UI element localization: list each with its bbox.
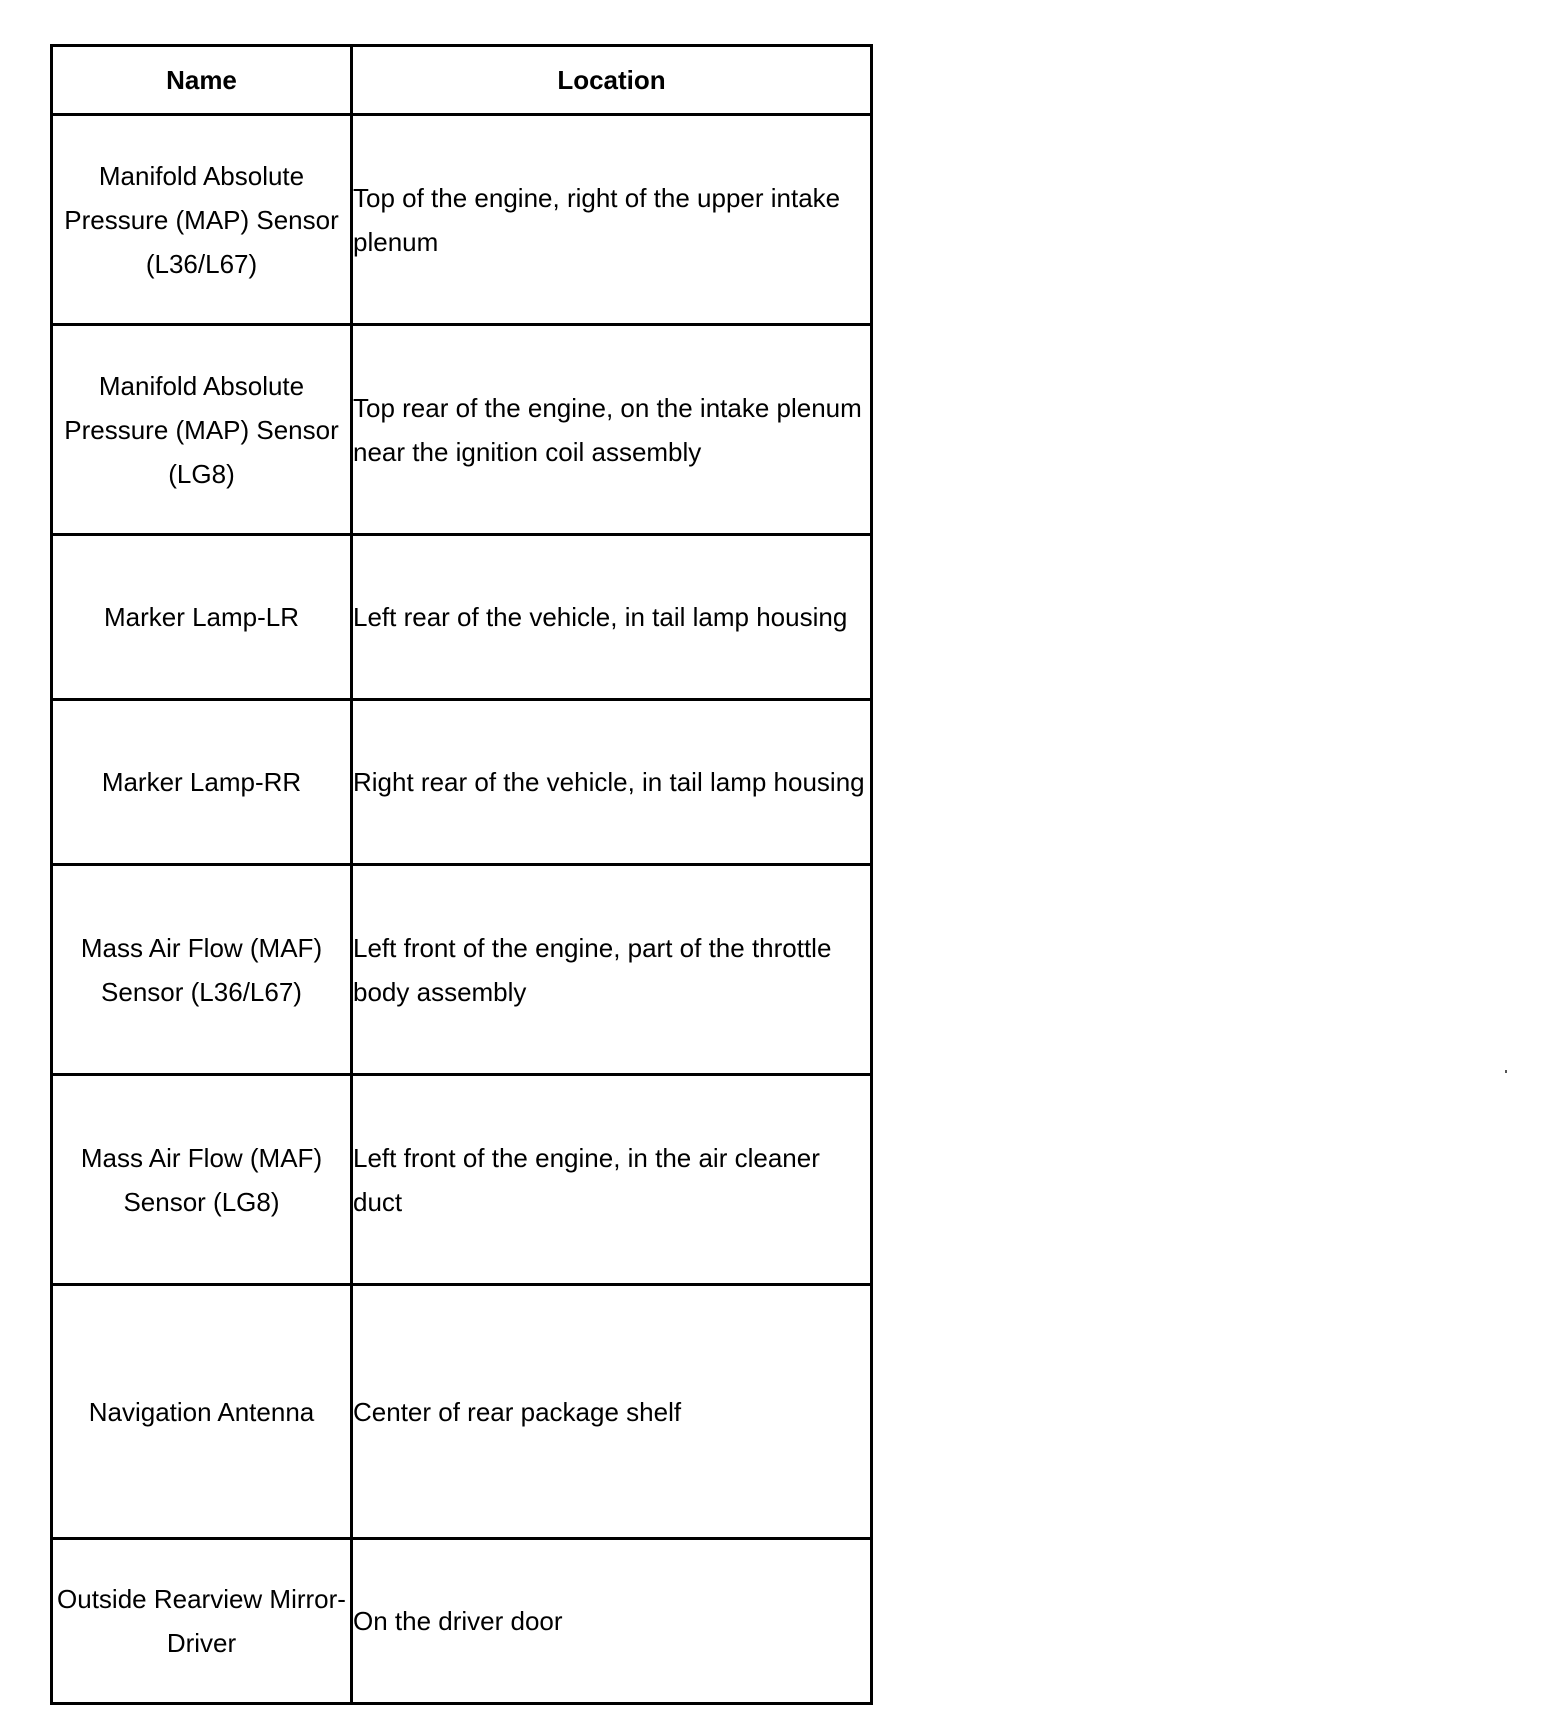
row-location-text: On the driver door	[353, 1606, 563, 1636]
row-name-cell	[52, 325, 352, 535]
row-location-cell	[352, 1075, 872, 1285]
table-row	[52, 1075, 872, 1285]
table-row	[52, 535, 872, 700]
row-location-text: Top of the engine, right of the upper intake plenum	[353, 182, 841, 257]
row-location-text: Right rear of the vehicle, in tail lamp housing	[353, 767, 865, 797]
row-name-text: Navigation Antenna	[88, 1396, 315, 1427]
row-name-text: Mass Air Flow (MAF) Sensor (LG8)	[80, 1142, 323, 1217]
row-name-text: Marker Lamp-RR	[101, 767, 302, 797]
row-name-text: Mass Air Flow (MAF) Sensor (L36/L67)	[80, 932, 323, 1007]
row-name-cell	[52, 700, 352, 865]
row-location-cell	[352, 325, 872, 535]
row-location-cell	[352, 1539, 872, 1704]
row-name-text: Manifold Absolute Pressure (MAP) Sensor (L36/L67)	[64, 160, 339, 279]
row-location-cell	[352, 115, 872, 325]
row-location-cell	[352, 1285, 872, 1539]
table-row	[52, 1285, 872, 1539]
row-location-text: Top rear of the engine, on the intake plenum near the ignition coil assembly	[353, 392, 862, 467]
row-name-cell	[52, 1075, 352, 1285]
row-name-text: Marker Lamp-LR	[103, 602, 300, 632]
row-name-cell	[52, 115, 352, 325]
row-location-cell	[352, 535, 872, 700]
row-name-cell	[52, 865, 352, 1075]
row-name-text: Outside Rearview Mirror-Driver	[57, 1584, 346, 1658]
table-row	[52, 865, 872, 1075]
row-location-text: Left front of the engine, part of the throttle body assembly	[353, 932, 832, 1007]
row-location-text: Left front of the engine, in the air cleaner duct	[353, 1142, 820, 1217]
scan-speck	[1505, 1070, 1507, 1073]
table-row	[52, 115, 872, 325]
column-header-name: Name	[52, 46, 352, 115]
column-header-location: Location	[352, 46, 872, 115]
row-name-cell	[52, 1285, 352, 1539]
table-row	[52, 700, 872, 865]
row-name-text: Manifold Absolute Pressure (MAP) Sensor (LG8)	[64, 370, 339, 489]
row-name-cell	[52, 1539, 352, 1704]
component-location-table	[50, 44, 873, 1705]
table-row	[52, 325, 872, 535]
row-location-cell	[352, 700, 872, 865]
row-name-cell	[52, 535, 352, 700]
row-location-cell	[352, 865, 872, 1075]
row-location-text: Center of rear package shelf	[353, 1396, 682, 1427]
table-row	[52, 1539, 872, 1704]
row-location-text: Left rear of the vehicle, in tail lamp housing	[353, 602, 848, 632]
table-header-row	[52, 46, 872, 115]
